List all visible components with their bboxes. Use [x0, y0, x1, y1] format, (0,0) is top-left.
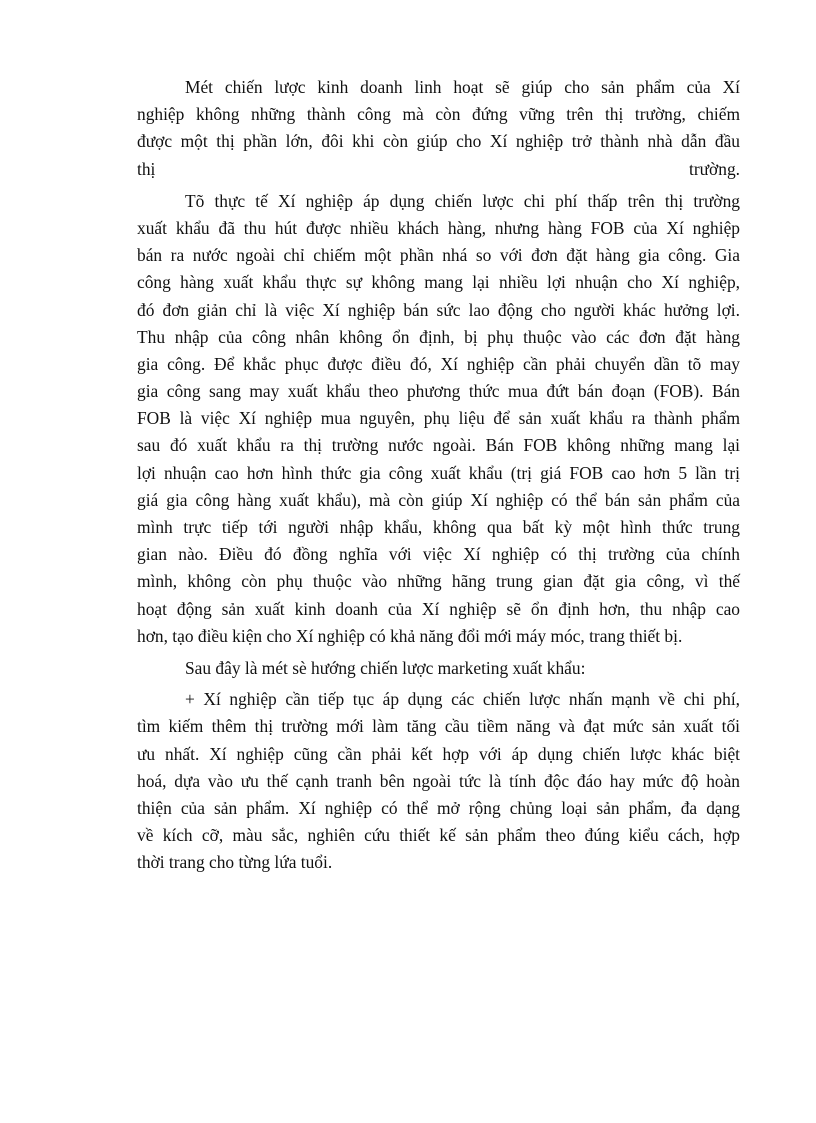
text-line: được một thị phần lớn, đôi khi còn giúp cho Xí nghiệp trở thành nhà dẫn đầu	[137, 131, 740, 152]
paragraph-marketing-heading	[137, 655, 740, 682]
text-line: mình, không còn phụ thuộc vào những hãng trung gian đặt gia công, vì thế	[137, 571, 740, 592]
text-line: nghiệp không những thành công mà còn đứng vững trên thị trường, chiếm	[137, 104, 740, 125]
text-line: tìm kiếm thêm thị trường mới làm tăng cầu tiềm năng và đạt mức sản xuất tối	[137, 716, 740, 737]
text-line: gia công sang may xuất khẩu theo phương thức mua đứt bán đoạn (FOB). Bán	[137, 381, 740, 402]
text-line: mình trực tiếp tới người nhập khẩu, không qua bất kỳ một hình thức trung	[137, 517, 740, 537]
document-page	[137, 74, 740, 881]
text-line: Tõ thực tế Xí nghiệp áp dụng chiến lược chi phí thấp trên thị trường	[185, 190, 740, 211]
text-line: thiện của sản phẩm. Xí nghiệp có thể mở rộng chủng loại sản phẩm, đa dạng	[137, 797, 740, 818]
paragraph-strategy-intro	[137, 74, 740, 183]
text-line: gian nào. Điều đó đồng nghĩa với việc Xí nghiệp có thị trường của chính	[137, 544, 740, 565]
text-line: thị trường.	[137, 158, 740, 179]
text-line: gia công. Để khắc phục được điều đó, Xí nghiệp cần phải chuyển dần tõ may	[137, 353, 740, 374]
text-line: hoạt động sản xuất kinh doanh của Xí nghiệp sẽ ổn định hơn, thu nhập cao	[137, 598, 740, 619]
text-line: ưu nhất. Xí nghiệp cũng cần phải kết hợp với áp dụng chiến lược khác biệt	[137, 743, 740, 764]
text-line: hoá, dựa vào ưu thế cạnh tranh bên ngoài tức là tính độc đáo hay mức độ hoàn	[137, 770, 740, 791]
text-line: về kích cỡ, màu sắc, nghiên cứu thiết kế sản phẩm theo đúng kiểu cách, hợp	[137, 825, 740, 846]
text-line: xuất khẩu đã thu hút được nhiều khách hàng, nhưng hàng FOB của Xí nghiệp	[137, 217, 740, 238]
text-line: bán ra nước ngoài chỉ chiếm một phần nhá so với đơn đặt hàng gia công. Gia	[137, 245, 740, 266]
text-line: giá gia công hàng xuất khẩu), mà còn giúp Xí nghiệp có thể bán sản phẩm của	[137, 489, 740, 510]
text-line: sau đó xuất khẩu ra thị trường nước ngoài. Bán FOB không những mang lại	[137, 435, 740, 456]
text-line: Thu nhập của công nhân không ổn định, bị phụ thuộc vào các đơn đặt hàng	[137, 326, 740, 347]
text-line: Sau đây là mét sè hướng chiến lược marketing xuất khẩu:	[185, 657, 586, 678]
text-line: Mét chiến lược kinh doanh linh hoạt sẽ giúp cho sản phẩm của Xí	[185, 77, 740, 97]
text-line: FOB là việc Xí nghiệp mua nguyên, phụ liệu để sản xuất khẩu ra thành phẩm	[137, 408, 740, 429]
text-line: hơn, tạo điều kiện cho Xí nghiệp có khả năng đổi mới máy móc, trang thiết bị.	[137, 625, 683, 646]
text-line: lợi nhuận cao hơn hình thức gia công xuất khẩu (trị giá FOB cao hơn 5 lần trị	[137, 462, 740, 483]
text-line: công hàng xuất khẩu thực sự không mang lại nhiều lợi nhuận cho Xí nghiệp,	[137, 272, 740, 293]
text-line: + Xí nghiệp cần tiếp tục áp dụng các chiến lược nhấn mạnh về chi phí,	[185, 689, 740, 710]
text-line: thời trang cho từng lứa tuổi.	[137, 852, 333, 873]
paragraph-strategy-bullet	[137, 686, 740, 876]
text-line: đó đơn giản chỉ là việc Xí nghiệp bán sức lao động cho người khác hưởng lợi.	[137, 299, 740, 320]
paragraph-fob	[137, 188, 740, 650]
